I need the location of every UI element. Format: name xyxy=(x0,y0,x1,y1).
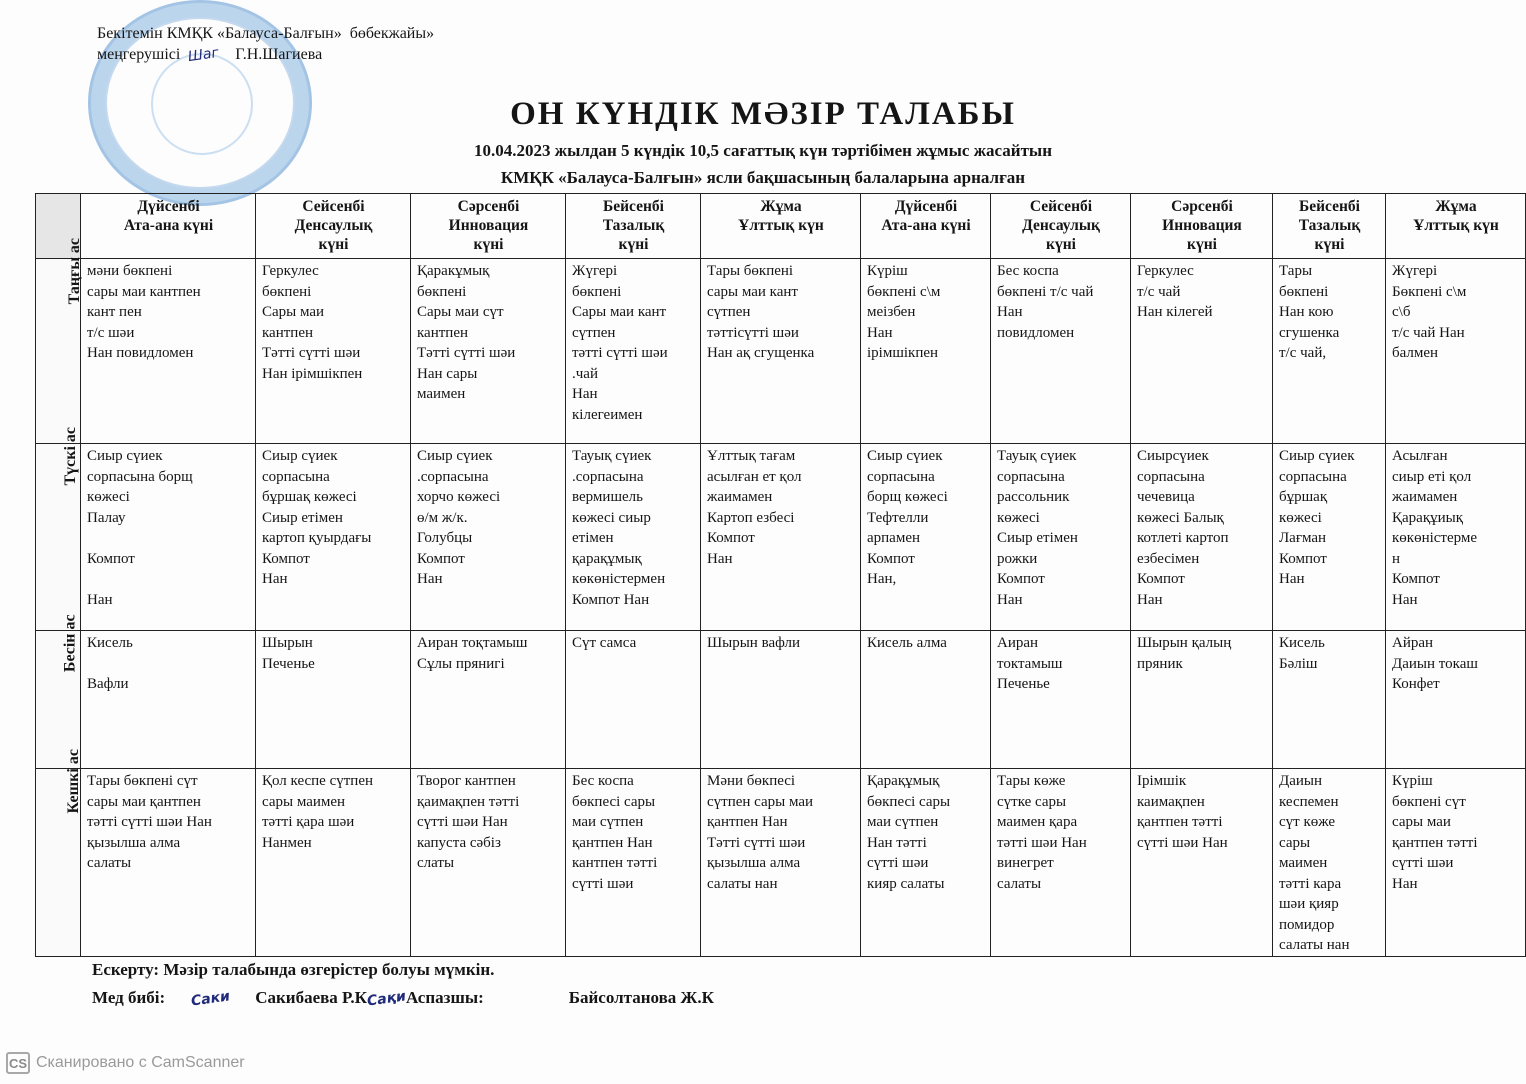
menu-cell: Тары бөкпені сары маи кант сүтпен тәттісүтті шәи Нан ақ сгущенка xyxy=(701,259,861,444)
menu-cell: Жүгері бөкпені Сары маи кант сүтпен тәтті сүтті шәи .чай Нан кілегеимен xyxy=(566,259,701,444)
document-subtitle-2: КМҚК «Балауса-Балғын» ясли бақшасының балаларына арналған xyxy=(500,168,1026,187)
menu-cell: Тары көже сүтке сары маимен қара тәтті шәи Нан винегрет салаты xyxy=(991,769,1131,957)
menu-cell: Аиран тоқтамыш Сұлы прянигі xyxy=(411,631,566,769)
day-header: Сәрсенбі Инновация күні xyxy=(1131,194,1273,259)
day-header: Дүйсенбі Ата-ана күні xyxy=(861,194,991,259)
day-header: Сейсенбі Денсаулық күні xyxy=(991,194,1131,259)
nurse-signature: Саки xyxy=(189,988,231,1010)
menu-cell: Шырын вафли xyxy=(701,631,861,769)
menu-cell: Геркулес т/с чай Нан кілегей xyxy=(1131,259,1273,444)
menu-cell: Мәни бөкпесі сүтпен сары маи қантпен Нан Тәтті сүтті шәи қызылша алма салаты нан xyxy=(701,769,861,957)
nurse-name: Сакибаева Р.К xyxy=(255,988,367,1007)
menu-cell: Сиыр сүиек сорпасына бұршақ көжесі Сиыр етімен картоп қуырдағы Компот Нан xyxy=(256,444,411,631)
menu-cell: Жүгері Бөкпені с\м с\б т/с чай Нан балмен xyxy=(1386,259,1526,444)
menu-cell: Ірімшік каимақпен қантпен тәтті сүтті шәи Нан xyxy=(1131,769,1273,957)
camscanner-text: Сканировано с CamScanner xyxy=(36,1054,245,1071)
header-row xyxy=(36,194,1526,259)
day-header: Бейсенбі Тазалық күні xyxy=(566,194,701,259)
document-subtitle-1: 10.04.2023 жылдан 5 күндік 10,5 сағаттық күн тәртібімен жұмыс жасайтын xyxy=(474,141,1052,160)
menu-cell: Сиыр сүиек сорпасына борщ көжесі Тефтелли арпамен Компот Нан, xyxy=(861,444,991,631)
menu-cell: Қаракұмық бөкпені Сары маи сүт кантпен Тәтті сүтті шәи Нан сары маимен xyxy=(411,259,566,444)
meal-label-text: Таңғы ас xyxy=(65,238,83,305)
menu-cell: Бес коспа бөкпесі сары маи сүтпен қантпен Нан кантпен тәтті сүтті шәи xyxy=(566,769,701,957)
menu-cell: Қарақұмық бөкпесі сары маи сүтпен Нан тәтті сүтті шәи кияр салаты xyxy=(861,769,991,957)
director-name: Г.Н.Шагиева xyxy=(235,46,323,63)
document-title: ОН КҮНДІК МӘЗІР ТАЛАБЫ xyxy=(510,96,1016,132)
menu-cell: Сиыр сүиек сорпасына бұршақ көжесі Лағман Компот Нан xyxy=(1273,444,1386,631)
day-header: Жұма Ұлттық күн xyxy=(1386,194,1526,259)
menu-cell: Тары бөкпені сүт сары маи қантпен тәтті сүтті шәи Нан қызылша алма салаты xyxy=(81,769,256,957)
menu-cell: Күріш бөкпені сүт сары маи қантпен тәтті сүтті шәи Нан xyxy=(1386,769,1526,957)
meal-label-text: Бесін ас xyxy=(61,614,79,673)
menu-cell: Кисель алма xyxy=(861,631,991,769)
footer-note: Ескерту: Мәзір талабында өзгерістер болуы мүмкін. xyxy=(92,960,495,979)
day-header: Бейсенбі Тазалық күні xyxy=(1273,194,1386,259)
menu-cell: Ұлттық тағам асылған ет қол жаимамен Картоп езбесі Компот Нан xyxy=(701,444,861,631)
menu-cell: Сиыр сүиек сорпасына борщ көжесі Палау Компот Нан xyxy=(81,444,256,631)
menu-cell: Даиын кеспемен сүт көже сары маимен тәтті кара шәи қияр помидор салаты нан xyxy=(1273,769,1386,957)
menu-cell: Сүт самса xyxy=(566,631,701,769)
nurse-label: Мед бибі: xyxy=(92,988,166,1007)
menu-cell: Сиыр сүиек .сорпасына хорчо көжесі ө/м ж/к. Голубцы Компот Нан xyxy=(411,444,566,631)
menu-cell: Бес коспа бөкпені т/с чай Нан повидломен xyxy=(991,259,1131,444)
director-signature: Шаг xyxy=(187,44,221,66)
menu-cell: Геркулес бөкпені Сары маи кантпен Тәтті сүтті шәи Нан ірімшікпен xyxy=(256,259,411,444)
cook-name: Байсолтанова Ж.К xyxy=(568,988,714,1007)
menu-cell: Сиырсүиек сорпасына чечевица көжесі Балық котлеті картоп езбесімен Компот Нан xyxy=(1131,444,1273,631)
day-header: Дүйсенбі Ата-ана күні xyxy=(81,194,256,259)
footer-signatures xyxy=(92,988,714,1008)
menu-table xyxy=(35,193,1526,957)
menu-cell: Қол кеспе сүтпен сары маимен тәтті қара шәи Нанмен xyxy=(256,769,411,957)
menu-cell: Тауық сүиек сорпасына рассольник көжесі Сиыр етімен рожки Компот Нан xyxy=(991,444,1131,631)
meal-label-text: Түскі ас xyxy=(62,426,80,486)
cook-signature: Сақи xyxy=(365,988,407,1010)
menu-cell: Шырын қалың пряник xyxy=(1131,631,1273,769)
meal-label-snack xyxy=(36,614,81,769)
dinner-row xyxy=(36,769,1526,957)
menu-cell: Айран Даиын токаш Конфет xyxy=(1386,631,1526,769)
day-header: Сәрсенбі Инновация күні xyxy=(411,194,566,259)
menu-cell: Шырын Печенье xyxy=(256,631,411,769)
menu-cell: Кисель Вафли xyxy=(81,631,256,769)
menu-cell: Тауық сүиек .сорпасына вермишель көжесі сиыр етімен қарақұмық көкөністермен Компот Нан xyxy=(566,444,701,631)
menu-cell: Тары бөкпені Нан кою сгушенка т/с чай, xyxy=(1273,259,1386,444)
menu-cell: Аиран токтамыш Печенье xyxy=(991,631,1131,769)
meal-label-text: Кешкі ас xyxy=(64,749,82,814)
meal-label-lunch xyxy=(36,426,81,631)
meal-label-breakfast xyxy=(36,238,83,444)
day-header: Жұма Ұлттық күн xyxy=(701,194,861,259)
menu-cell: Творог кантпен қаимақпен тәтті сүтті шәи Нан капуста сәбіз слаты xyxy=(411,769,566,957)
cook-label: Аспазшы: xyxy=(405,988,484,1007)
menu-cell: мәни бөкпені сары маи кантпен кант пен т/с шәи Нан повидломен xyxy=(81,259,256,444)
meal-label-dinner xyxy=(36,749,82,957)
approval-line-2 xyxy=(97,44,434,66)
lunch-row xyxy=(36,444,1526,631)
approval-block xyxy=(97,23,434,66)
breakfast-row xyxy=(36,259,1526,444)
day-header: Сейсенбі Денсаулық күні xyxy=(256,194,411,259)
menu-cell: Кисель Бәліш xyxy=(1273,631,1386,769)
menu-cell: Күріш бөкпені с\м меізбен Нан ірімшікпен xyxy=(861,259,991,444)
approval-role: меңгерушісі xyxy=(97,46,181,63)
snack-row xyxy=(36,631,1526,769)
camscanner-watermark xyxy=(6,1052,245,1074)
menu-cell: Асылған сиыр еті қол жаимамен Қарақұиық көкөністерме н Компот Нан xyxy=(1386,444,1526,631)
camscanner-icon: CS xyxy=(6,1052,30,1074)
approval-line-1: Бекітемін КМҚК «Балауса-Балғын» бөбекжайы» xyxy=(97,25,435,42)
